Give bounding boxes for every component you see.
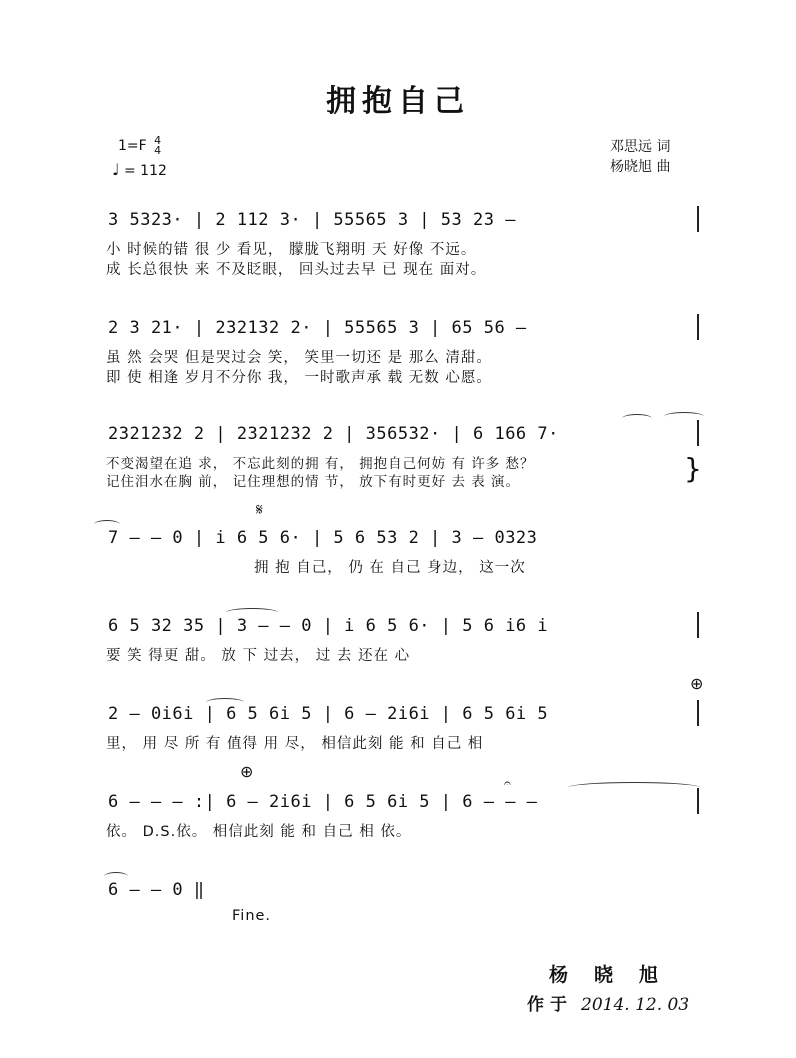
coda-icon: ⊕ — [240, 762, 254, 781]
signature-date: 2014. 12. 03 — [581, 995, 690, 1015]
barline — [697, 788, 699, 814]
barline — [697, 314, 699, 340]
brace-icon: } — [684, 452, 702, 485]
lyricist: 邓思远 词 — [610, 139, 671, 155]
barline — [697, 206, 699, 232]
quarter-note-icon: ♩ — [112, 160, 120, 179]
lyric-line: 成 长总很快 来 不及眨眼， 回头过去早 已 现在 面对。 — [106, 262, 487, 278]
notation-row: 2 3 21· | 232132 2· | 55565 3 | 65 56 — — [108, 318, 527, 338]
composer: 杨晓旭 曲 — [610, 159, 671, 175]
signature-date-label: 作于 — [527, 995, 573, 1015]
time-sig-bottom: 4 — [154, 144, 162, 157]
lyric-line: 虽 然 会哭 但是哭过会 笑， 笑里一切还 是 那么 清甜。 — [106, 350, 492, 366]
coda-icon: ⊕ — [690, 674, 704, 693]
signature-date-line — [527, 990, 689, 1015]
time-sig-top: 4 — [154, 134, 162, 147]
notation-row: 6 5 32 35 | 3 — — 0 | i 6 5 6· | 5 6 i6 i — [108, 616, 549, 636]
barline — [697, 612, 699, 638]
tempo-value: = 112 — [124, 163, 167, 179]
notation-row: 6 — — 0 ‖ — [108, 880, 205, 900]
notation-row: 7 — — 0 | i 6 5 6· | 5 6 53 2 | 3 — 0323 — [108, 528, 538, 548]
tempo-marking — [112, 160, 167, 179]
tie-mark — [568, 782, 700, 793]
lyric-line: 里， 用 尽 所 有 值得 用 尽， 相信此刻 能 和 自己 相 — [106, 736, 484, 752]
key-label: 1=F — [118, 138, 147, 154]
lyric-line: 记住泪水在胸 前， 记住理想的情 节， 放下有时更好 去 表 演。 — [106, 474, 521, 490]
fermata-icon: 𝄐 — [504, 776, 511, 790]
lyric-line: 拥 抱 自己， 仍 在 自己 身边， 这一次 — [254, 560, 526, 576]
lyric-line: 依。 D.S.依。 相信此刻 能 和 自己 相 依。 — [106, 824, 412, 840]
barline — [697, 420, 699, 446]
signature-name: 杨晓旭 — [548, 964, 684, 986]
key-signature — [118, 136, 161, 156]
notation-row: 6 — — — :| 6 — 2i6i | 6 5 6i 5 | 6 — — — — [108, 792, 538, 812]
time-signature — [154, 136, 161, 156]
notation-row: 3 5323· | 2 112 3· | 55565 3 | 53 23 — — [108, 210, 516, 230]
page-title: 拥抱自己 — [326, 84, 470, 119]
lyric-line: 小 时候的错 很 少 看见， 朦胧飞翔明 天 好像 不远。 — [106, 242, 477, 258]
fine-marking: Fine. — [232, 908, 272, 924]
notation-row: 2321232 2 | 2321232 2 | 356532· | 6 166 7· — [108, 424, 559, 444]
slur-mark — [622, 414, 652, 423]
segno-icon: 𝄋 — [256, 500, 263, 519]
lyric-line: 不变渴望在追 求， 不忘此刻的拥 有， 拥抱自己何妨 有 许多 愁？ — [106, 456, 535, 472]
lyric-line: 即 使 相逢 岁月不分你 我， 一时歌声承 载 无数 心愿。 — [106, 370, 492, 386]
barline — [697, 700, 699, 726]
lyric-line: 要 笑 得更 甜。 放 下 过去， 过 去 还在 心 — [106, 648, 411, 664]
notation-row: 2 — 0i6i | 6 5 6i 5 | 6 — 2i6i | 6 5 6i 5 — [108, 704, 549, 724]
